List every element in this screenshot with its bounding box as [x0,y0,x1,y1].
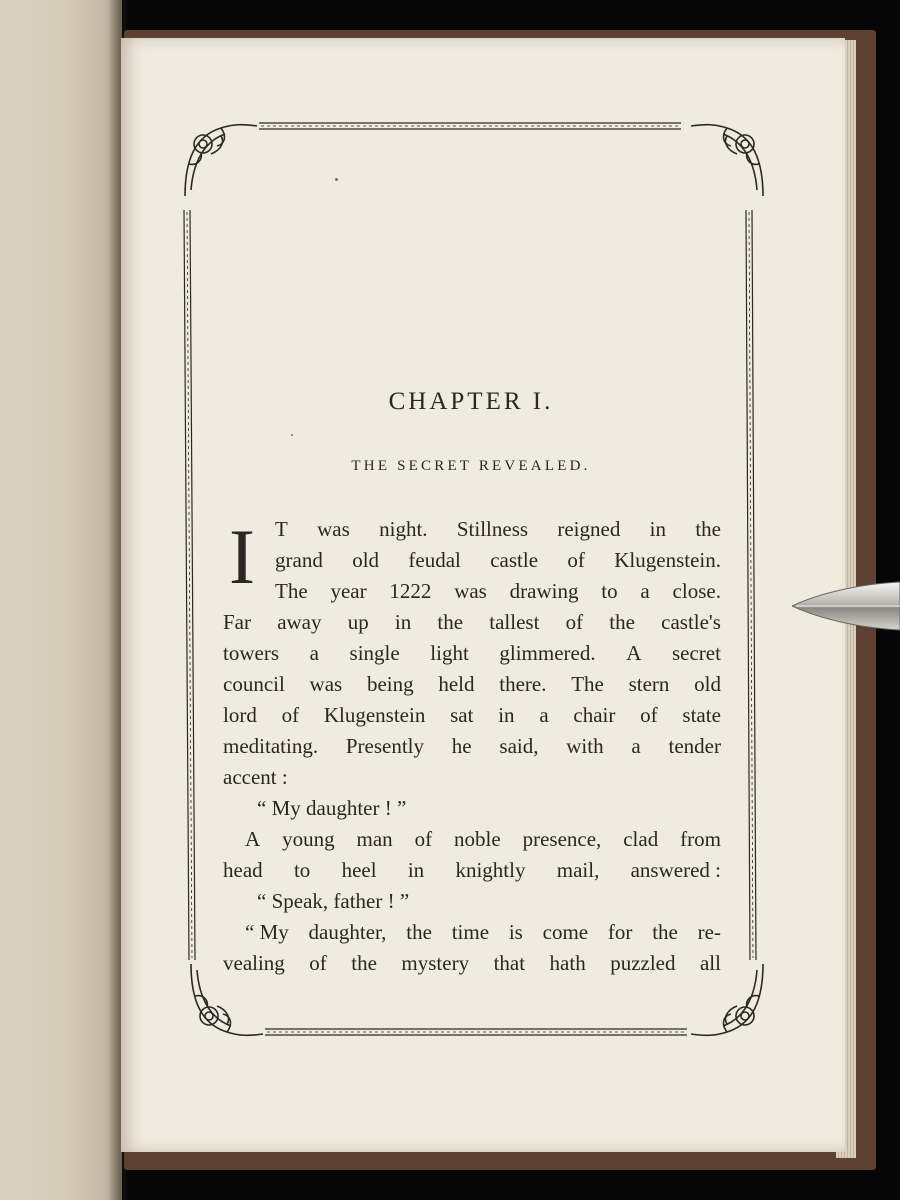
word: mail, [556,858,600,882]
word: is [508,920,523,944]
text-line [223,669,721,700]
word: was [317,517,350,541]
word: T [275,517,288,541]
word: grand [275,548,323,572]
word: presence, [522,827,602,851]
word: with [566,734,604,758]
word: held [438,672,475,696]
word: to [293,858,311,882]
word: that [493,951,526,975]
word: 1222 [389,579,432,603]
word: a [631,734,641,758]
word: “ My daughter ! ” [257,796,407,820]
chapter-title: THE SECRET REVEALED. [351,458,591,474]
word: sat [450,703,474,727]
word: daughter, [308,920,387,944]
word: old [352,548,380,572]
word: secret [671,641,721,665]
text-line [223,607,721,638]
word: of [640,703,658,727]
word: feudal [408,548,461,572]
word: the [609,610,635,634]
right-page [121,38,845,1152]
word: tender [668,734,721,758]
word: the [695,517,721,541]
word: of [565,610,584,634]
word: castle [490,548,539,572]
word: light [430,641,469,665]
word: of [414,827,433,851]
word: close. [672,579,721,603]
word: night. [379,517,428,541]
word: a [640,579,650,603]
chapter-body-text [223,514,721,979]
word: come [542,920,589,944]
word: being [366,672,414,696]
word: time [451,920,490,944]
word: a [539,703,549,727]
word: up [347,610,369,634]
word: there. [499,672,547,696]
word: of [567,548,585,572]
text-line [223,948,721,979]
word: tallest [489,610,540,634]
word: all [699,951,721,975]
word: said, [499,734,539,758]
word: away [277,610,322,634]
word: the [437,610,464,634]
word: year [330,579,367,603]
scroll-ornament-icon [687,120,767,200]
word: council [223,672,285,696]
drop-cap: I [229,513,255,600]
word: knightly [455,858,526,882]
word: A [626,641,642,665]
word: puzzled [610,951,676,975]
word: Klugenstein [323,703,426,727]
word: a [309,641,319,665]
word: from [680,827,721,851]
word: lord [223,703,257,727]
text-line [223,762,721,793]
word: the [406,920,432,944]
word: stern [628,672,670,696]
word: heel [341,858,377,882]
text-line [223,638,721,669]
word: castle's [661,610,721,634]
word: was [454,579,487,603]
word: “ Speak, father ! ” [257,889,410,913]
word: A [245,827,261,851]
text-line [223,576,721,607]
metal-pointer-icon [792,578,900,634]
text-line [223,793,721,824]
word: single [349,641,400,665]
word: he [451,734,472,758]
text-line [223,824,721,855]
word: was [309,672,343,696]
word: for [607,920,633,944]
word: the [652,920,678,944]
text-line [223,855,721,886]
word: Presently [345,734,425,758]
word: re- [697,920,721,944]
word: glimmered. [499,641,596,665]
word: “ My [245,920,289,944]
word: noble [454,827,501,851]
word: accent : [223,765,288,789]
word: man [356,827,393,851]
word: hath [549,951,586,975]
word: Klugenstein. [614,548,721,572]
text-line [223,886,721,917]
word: Far [223,610,251,634]
word: reigned [557,517,621,541]
word: mystery [401,951,470,975]
word: drawing [509,579,579,603]
scroll-ornament-icon [181,120,261,200]
word: in [394,610,412,634]
word: towers [223,641,279,665]
word: meditating. [223,734,319,758]
text-line [223,545,721,576]
text-line [223,514,721,545]
word: head [223,858,263,882]
word: in [649,517,666,541]
word: answered : [630,858,721,882]
word: Stillness [456,517,529,541]
left-page [0,0,122,1200]
word: state [682,703,721,727]
word: chair [573,703,616,727]
text-line [223,700,721,731]
word: of [309,951,327,975]
word: The [275,579,308,603]
word: the [351,951,377,975]
word: of [281,703,300,727]
word: in [407,858,425,882]
word: young [282,827,335,851]
word: to [601,579,618,603]
text-line [223,917,721,948]
word: The [571,672,604,696]
word: in [498,703,515,727]
word: clad [623,827,659,851]
word: vealing [223,951,285,975]
chapter-heading: CHAPTER I. [388,388,554,415]
text-line [223,731,721,762]
word: old [694,672,721,696]
